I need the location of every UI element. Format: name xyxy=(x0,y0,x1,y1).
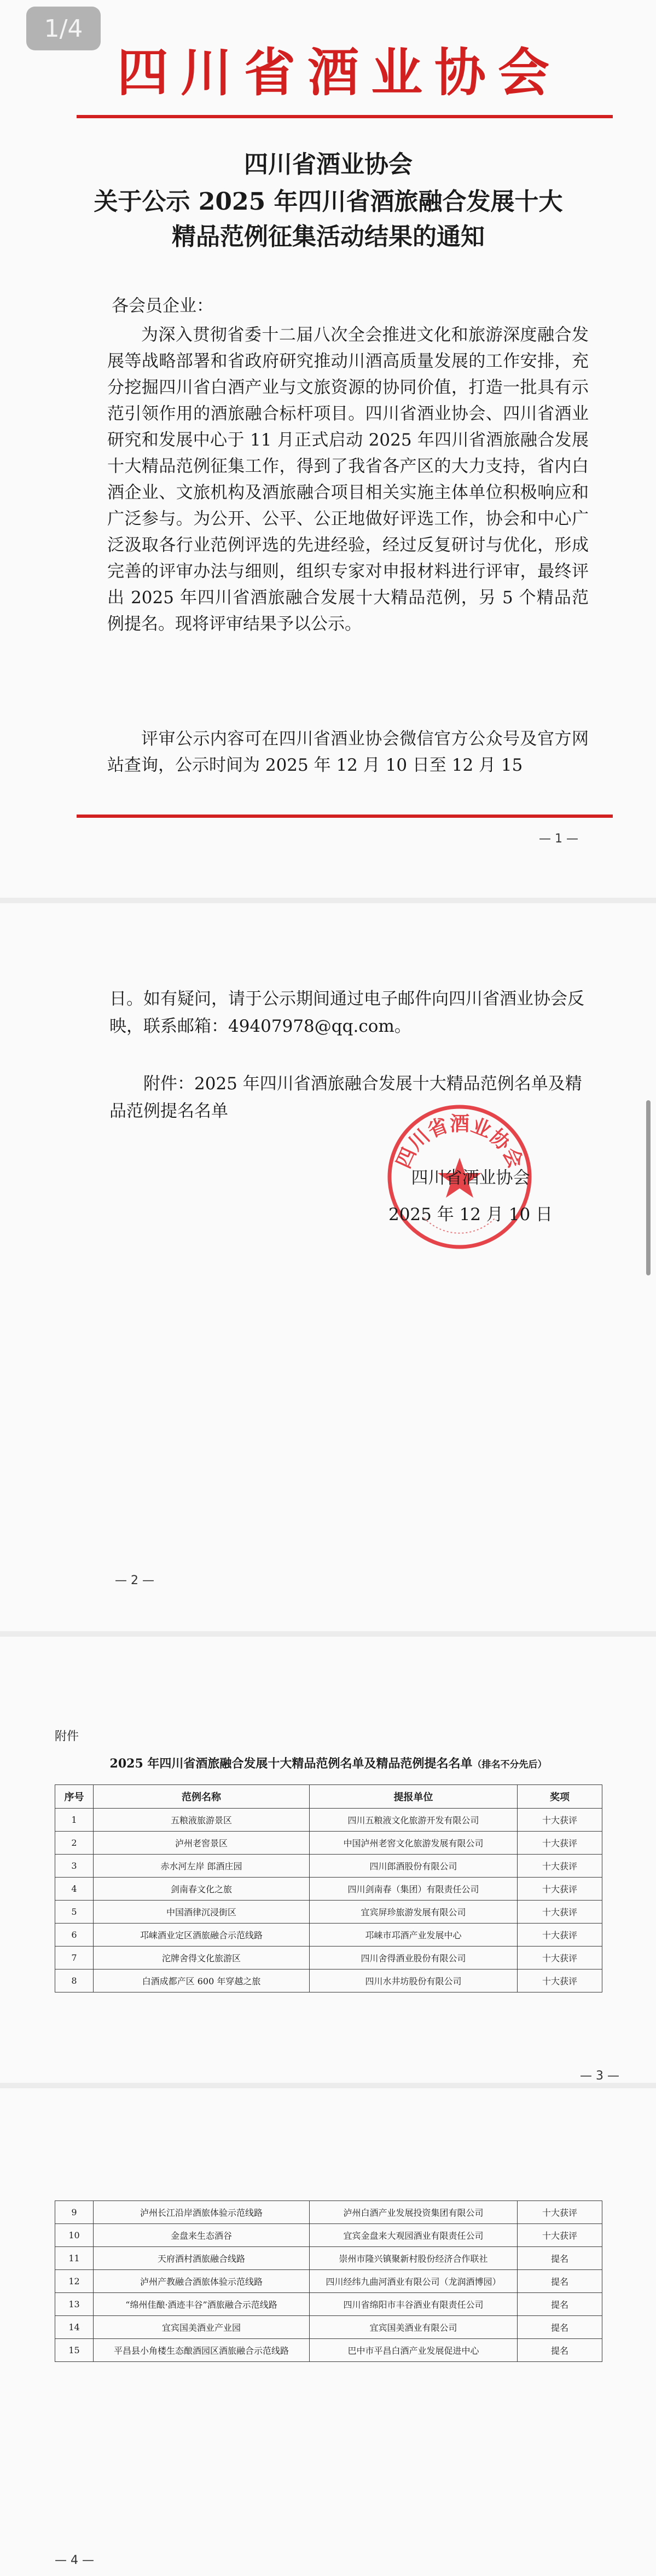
cell-award: 十大获评 xyxy=(518,1947,602,1969)
example-list-table-part-2 xyxy=(55,2200,602,2362)
cell-index: 5 xyxy=(55,1901,94,1924)
cell-index: 9 xyxy=(55,2201,94,2224)
cell-index: 12 xyxy=(55,2270,94,2293)
cell-submitting-unit: 中国泸州老窖文化旅游发展有限公司 xyxy=(310,1832,518,1855)
body-paragraph-2: 评审公示内容可在四川省酒业协会微信官方公众号及官方网站查询，公示时间为 2025 年 12 月 10 日至 12 月 15 xyxy=(107,729,589,775)
cell-submitting-unit: 四川郎酒股份有限公司 xyxy=(310,1855,518,1878)
table-row xyxy=(55,2247,602,2270)
cell-award: 十大获评 xyxy=(518,1924,602,1947)
doc-title-line-3: 精品范例征集活动结果的通知 xyxy=(172,223,485,251)
table-row xyxy=(55,2224,602,2247)
cell-index: 7 xyxy=(55,1947,94,1969)
cell-submitting-unit: 四川舍得酒业股份有限公司 xyxy=(310,1947,518,1969)
cell-award: 十大获评 xyxy=(518,1878,602,1901)
page-indicator-badge: 1/4 xyxy=(26,7,101,50)
cell-index: 15 xyxy=(55,2339,94,2362)
table-row xyxy=(55,2293,602,2316)
cell-example-name: 中国酒律沉浸街区 xyxy=(94,1901,310,1924)
footer-red-rule xyxy=(77,815,613,818)
cell-award: 提名 xyxy=(518,2247,602,2270)
table-row xyxy=(55,2201,602,2224)
seal-org-text: 四川省酒业协会 xyxy=(392,1112,527,1172)
body-paragraph-3: 日。如有疑问，请于公示期间通过电子邮件向四川省酒业协会反映，联系邮箱：49407978@qq.com。 xyxy=(109,989,584,1036)
cell-submitting-unit: 崇州市隆兴镇聚新村股份经济合作联社 xyxy=(310,2247,518,2270)
cell-award: 十大获评 xyxy=(518,2224,602,2247)
cell-example-name: 泸州长江沿岸酒旅体验示范线路 xyxy=(94,2201,310,2224)
cell-award: 提名 xyxy=(518,2339,602,2362)
table-row xyxy=(55,1878,602,1901)
example-list-table-part-1 xyxy=(55,1784,602,1992)
cell-example-name: 金盘来生态酒谷 xyxy=(94,2224,310,2247)
salutation: 各会员企业： xyxy=(112,296,213,316)
cell-index: 6 xyxy=(55,1924,94,1947)
cell-index: 13 xyxy=(55,2293,94,2316)
cell-example-name: 邛崃酒业定区酒旅融合示范线路 xyxy=(94,1924,310,1947)
annex-title-note: （排名不分先后） xyxy=(472,1759,547,1770)
cell-index: 4 xyxy=(55,1878,94,1901)
doc-title-line-2: 关于公示 2025 年四川省酒旅融合发展十大 xyxy=(94,188,563,216)
document-page-3 xyxy=(0,1637,656,2083)
cell-index: 1 xyxy=(55,1809,94,1832)
cell-award: 十大获评 xyxy=(518,2201,602,2224)
cell-award: 提名 xyxy=(518,2293,602,2316)
cell-award: 提名 xyxy=(518,2316,602,2339)
cell-example-name: 泸州产教融合酒旅体验示范线路 xyxy=(94,2270,310,2293)
cell-index: 8 xyxy=(55,1969,94,1992)
doc-title-line-1: 四川省酒业协会 xyxy=(244,151,413,178)
table-row xyxy=(55,1924,602,1947)
table-row xyxy=(55,2270,602,2293)
cell-index: 3 xyxy=(55,1855,94,1878)
cell-index: 14 xyxy=(55,2316,94,2339)
cell-submitting-unit: 巴中市平昌白酒产业发展促进中心 xyxy=(310,2339,518,2362)
header-submitting-unit: 提报单位 xyxy=(310,1785,518,1809)
cell-example-name: 沱牌舍得文化旅游区 xyxy=(94,1947,310,1969)
cell-example-name: 赤水河左岸 郎酒庄园 xyxy=(94,1855,310,1878)
table-header-row xyxy=(55,1785,602,1809)
cell-submitting-unit: 四川水井坊股份有限公司 xyxy=(310,1969,518,1992)
annex-title-text: 2025 年四川省酒旅融合发展十大精品范例名单及精品范例提名名单 xyxy=(109,1757,473,1771)
cell-submitting-unit: 泸州白酒产业发展投资集团有限公司 xyxy=(310,2201,518,2224)
cell-award: 十大获评 xyxy=(518,1832,602,1855)
cell-submitting-unit: 宜宾屏珍旅游发展有限公司 xyxy=(310,1901,518,1924)
header-index: 序号 xyxy=(55,1785,94,1809)
annex-label: 附件 xyxy=(55,1730,79,1743)
document-page-4 xyxy=(0,2088,656,2576)
page-number: — 4 — xyxy=(55,2554,94,2567)
cell-award: 十大获评 xyxy=(518,1855,602,1878)
cell-example-name: 泸州老窖景区 xyxy=(94,1832,310,1855)
page-number: — 1 — xyxy=(539,832,578,846)
cell-award: 十大获评 xyxy=(518,1901,602,1924)
body-paragraph-1: 为深入贯彻省委十二届八次全会推进文化和旅游深度融合发展等战略部署和省政府研究推动川酒高质量发展的工作安排，充分挖掘四川省白酒产业与文旅资源的协同价值，打造一批具有示范引领作用的酒旅融合标杆项目。四川省酒业协会、四川省酒业研究和发展中心于 11 月正式启动 2025 年四川省酒旅融合发展十大精品范例征集工作，得到了我省各产区的大力支持，省内白酒企业、文旅机构及酒旅融合项目相关实施主体单位积极响应和广泛参与。为公开、公平、公正地做好评选工作，协会和中心广泛汲取各行业范例评选的先进经验，经过反复研讨与优化，形成完善的评审办法与细则，组织专家对申报材料进行评审，最终评出 2025 年四川省酒旅融合发展十大精品范例，另 5 个精品范例提名。现将评审结果予以公示。 xyxy=(107,325,589,634)
annex-table-title xyxy=(55,1754,602,1771)
cell-example-name: 平昌县小角楼生态酿酒园区酒旅融合示范线路 xyxy=(94,2339,310,2362)
cell-example-name: 白酒成都产区 600 年穿越之旅 xyxy=(94,1969,310,1992)
cell-award: 十大获评 xyxy=(518,1809,602,1832)
document-page-2 xyxy=(0,903,656,1631)
page-number: — 2 — xyxy=(115,1574,154,1587)
table-row xyxy=(55,2339,602,2362)
header-award: 奖项 xyxy=(518,1785,602,1809)
letterhead-red-rule xyxy=(77,115,613,118)
cell-example-name: 五粮液旅游景区 xyxy=(94,1809,310,1832)
cell-submitting-unit: 四川剑南春（集团）有限责任公司 xyxy=(310,1878,518,1901)
cell-submitting-unit: 四川经纬九曲河酒业有限公司（龙润酒博园） xyxy=(310,2270,518,2293)
table-row xyxy=(55,1832,602,1855)
table-row xyxy=(55,1969,602,1992)
table-row xyxy=(55,1901,602,1924)
header-example-name: 范例名称 xyxy=(94,1785,310,1809)
cell-submitting-unit: 宜宾金盘来大观园酒业有限责任公司 xyxy=(310,2224,518,2247)
cell-submitting-unit: 邛崃市邛酒产业发展中心 xyxy=(310,1924,518,1947)
cell-example-name: “绵州佳酿·酒迹丰谷”酒旅融合示范线路 xyxy=(94,2293,310,2316)
cell-example-name: 天府酒村酒旅融合线路 xyxy=(94,2247,310,2270)
page-number: — 3 — xyxy=(580,2069,619,2083)
table-row xyxy=(55,1947,602,1969)
cell-award: 提名 xyxy=(518,2270,602,2293)
viewer-scrollbar[interactable] xyxy=(646,1100,651,1275)
cell-example-name: 宜宾国美酒业产业园 xyxy=(94,2316,310,2339)
cell-index: 2 xyxy=(55,1832,94,1855)
cell-index: 11 xyxy=(55,2247,94,2270)
cell-award: 十大获评 xyxy=(518,1969,602,1992)
table-row xyxy=(55,1809,602,1832)
cell-example-name: 剑南春文化之旅 xyxy=(94,1878,310,1901)
cell-index: 10 xyxy=(55,2224,94,2247)
document-page-1 xyxy=(0,0,656,898)
cell-submitting-unit: 宜宾国美酒业有限公司 xyxy=(310,2316,518,2339)
table-row xyxy=(55,1855,602,1878)
cell-submitting-unit: 四川省绵阳市丰谷酒业有限责任公司 xyxy=(310,2293,518,2316)
table-row xyxy=(55,2316,602,2339)
letterhead-title: 四川省酒业协会 xyxy=(117,43,561,103)
signature-org: 四川省酒业协会 xyxy=(411,1168,530,1188)
cell-submitting-unit: 四川五粮液文化旅游开发有限公司 xyxy=(310,1809,518,1832)
attachment-note: 附件：2025 年四川省酒旅融合发展十大精品范例名单及精品范例提名名单 xyxy=(109,1074,582,1121)
signature-date: 2025 年 12 月 10 日 xyxy=(388,1205,553,1225)
